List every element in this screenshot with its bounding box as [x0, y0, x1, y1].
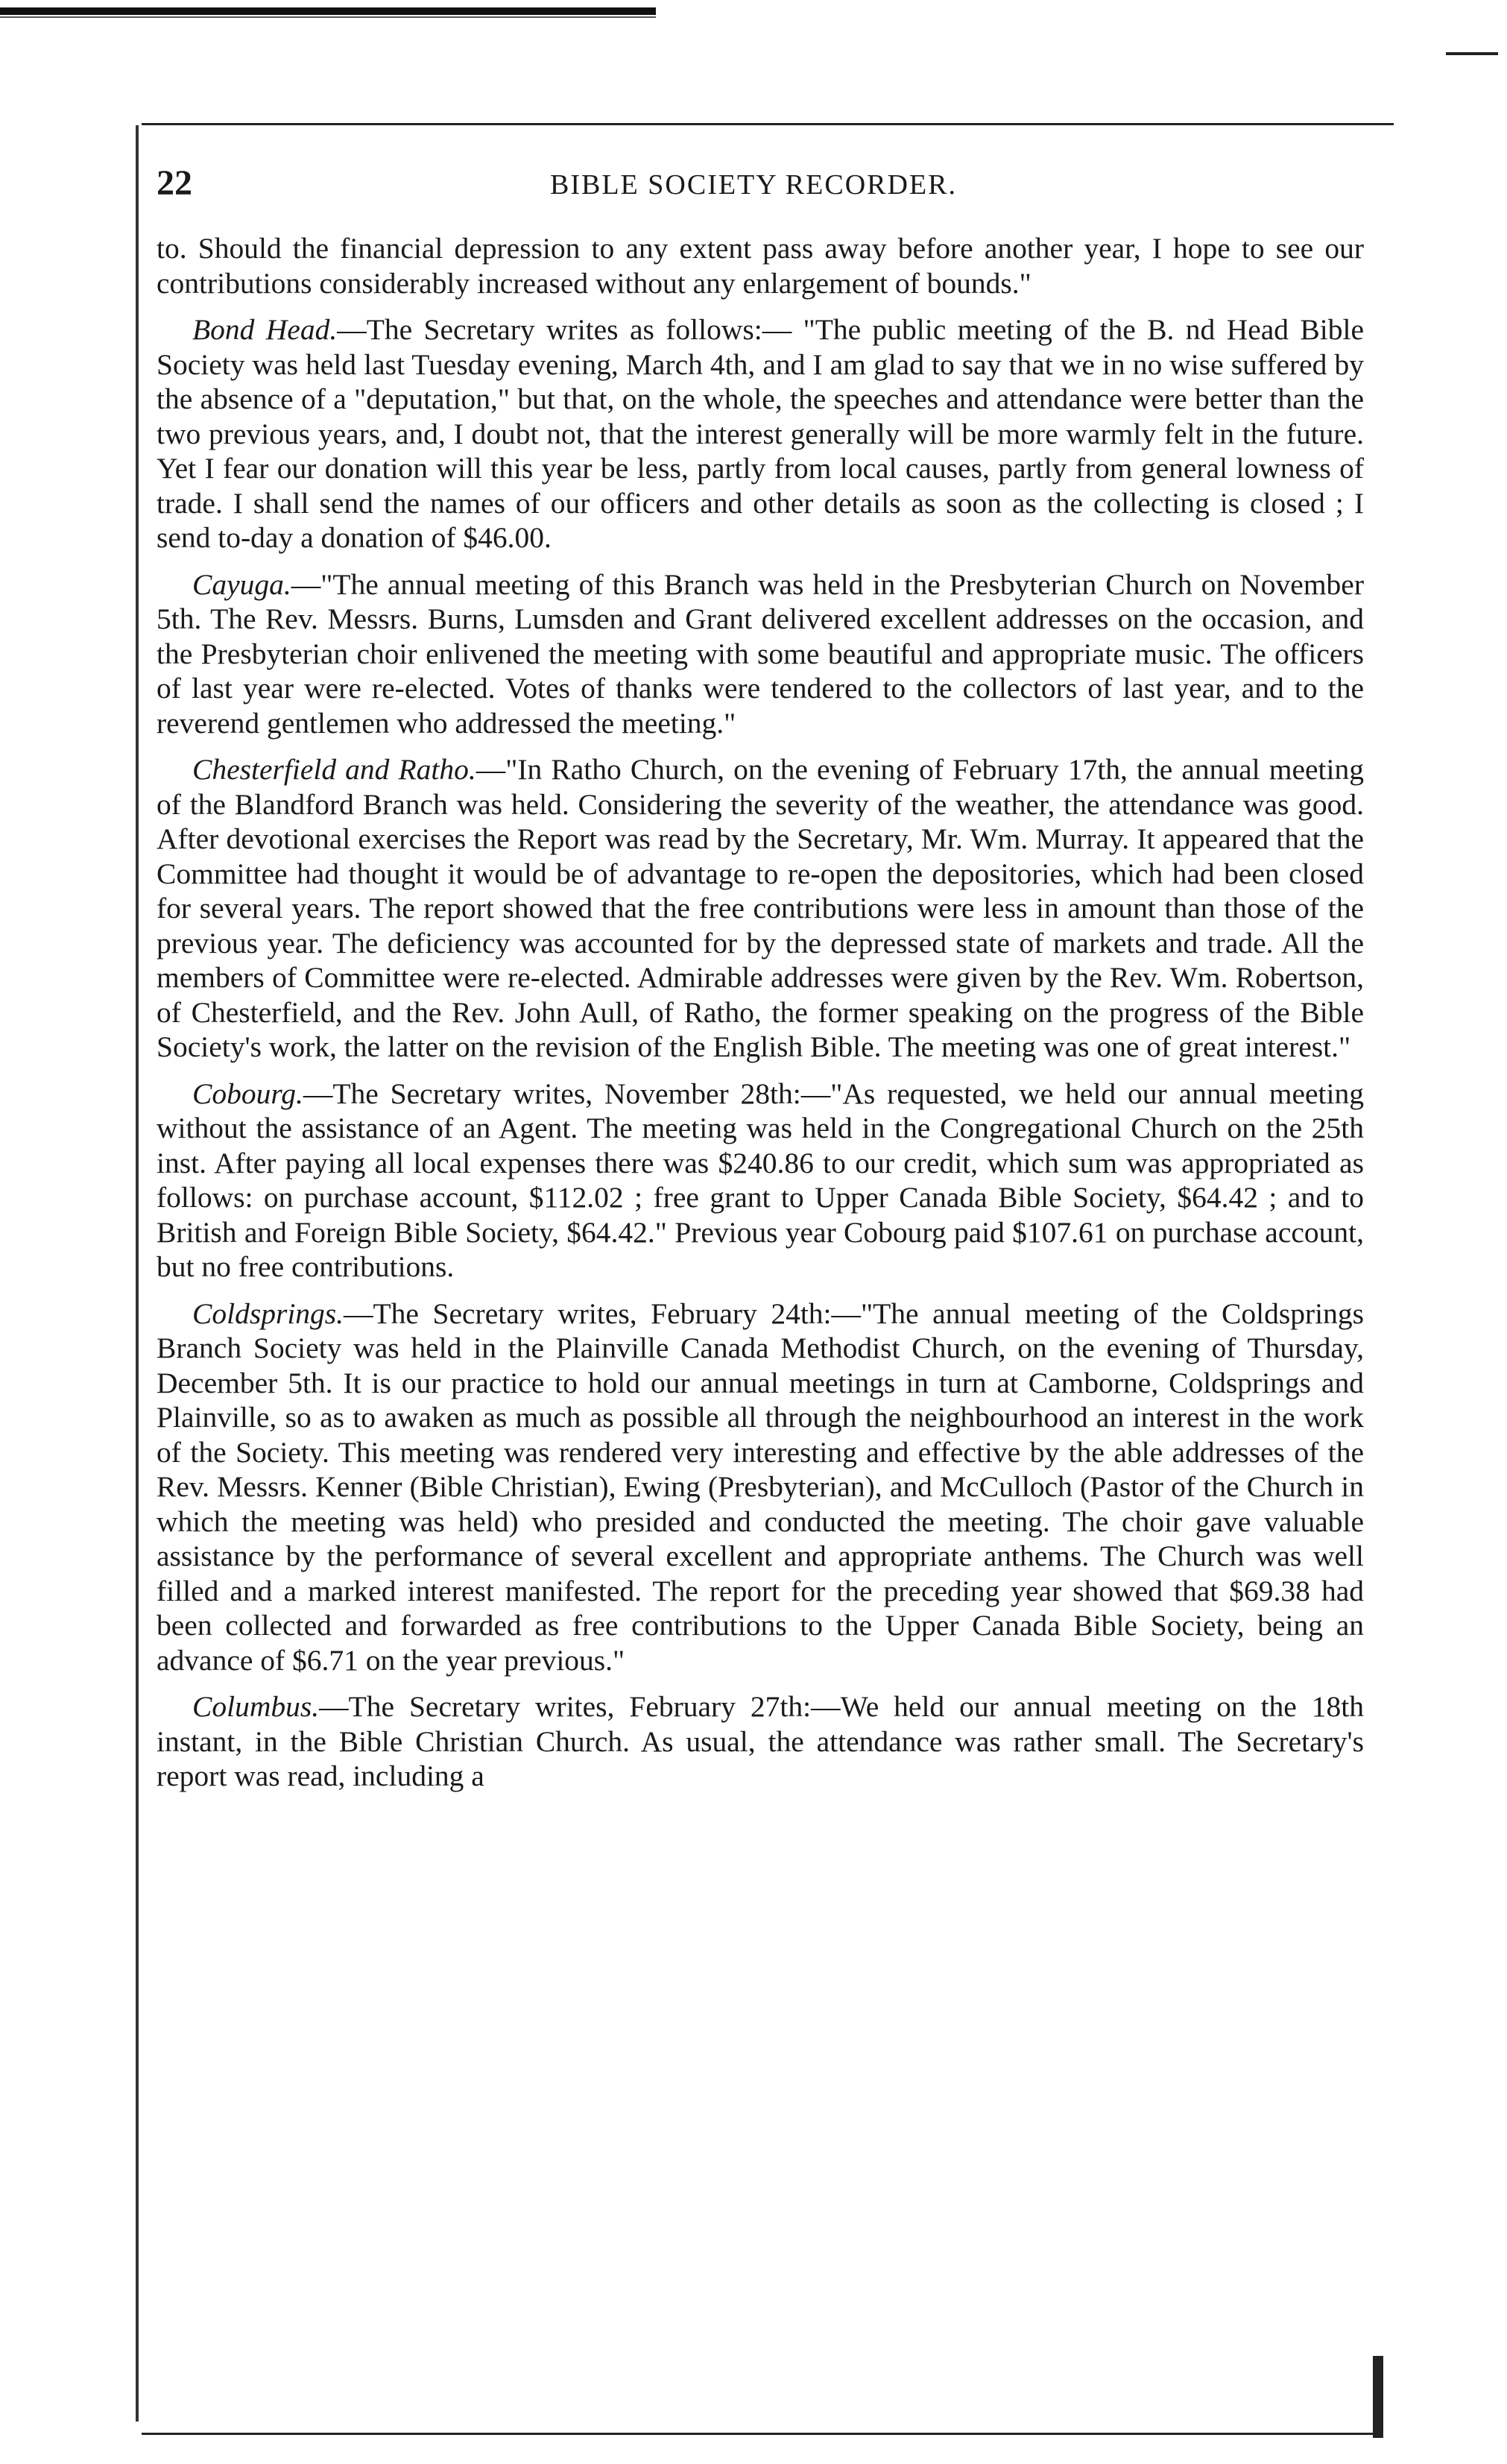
top-rule [0, 7, 656, 15]
header-rule [142, 123, 1394, 125]
page-number: 22 [157, 163, 192, 203]
paragraph-cayuga [157, 567, 1364, 741]
place-heading: Bond Head. [192, 313, 338, 346]
paragraph-chesterfield-ratho [157, 752, 1364, 1065]
paragraph-text: —The Secretary writes, November 28th:—"As requested, we held our annual meeting without the assistance of an Agent. The meeting was held in the Congregational Church on the 25th inst. After paying all local expenses there was $240.86 to our credit, which sum was appropriated as follows: on purchase account, $112.02 ; free grant to Upper Canada Bible Society, $64.42 ; and to British and Foreign Bible Society, $64.42." Previous year Cobourg paid $107.61 on purchase account, but no free contributions. [157, 1077, 1364, 1283]
paragraph-text: —The Secretary writes as follows:— "The public meeting of the B. nd Head Bible Society was held last Tuesday evening, March 4th, and I am glad to say that we in no wise suffered by the absence of a "deputation," but that, on the whole, the speeches and attendance were better than the two previous years, and, I doubt not, that the interest generally will be more warmly felt in the future. Yet I fear our donation will this year be less, partly from local causes, partly from general lowness of trade. I shall send the names of our officers and other details as soon as the collecting is closed ; I send to-day a donation of $46.00. [157, 313, 1365, 554]
paragraph-text: —The Secretary writes, February 27th:—We held our annual meeting on the 18th instant, in the Bible Christian Church. As usual, the attendance was rather small. The Secretary's report was read, including a [157, 1690, 1364, 1792]
paragraph-continuation [157, 231, 1364, 300]
running-head: BIBLE SOCIETY RECORDER. [550, 169, 957, 201]
top-rule-thin [0, 16, 656, 18]
left-margin-bar [136, 125, 139, 2422]
paragraph-text: —"In Ratho Church, on the evening of February 17th, the annual meeting of the Blandford Branch was held. Considering the severity of the weather, the attendance was good. After devotional exercises the Report was read by the Secretary, Mr. Wm. Murray. It appeared that the Committee had thought it would be of advantage to re-open the depositories, which had been closed for several years. The report showed that the free contributions were less in amount than those of the previous year. The deficiency was accounted for by the depressed state of markets and trade. All the members of Committee were re-elected. Admirable addresses were given by the Rev. Wm. Robertson, of Chesterfield, and the Rev. John Aull, of Ratho, the former speaking on the progress of the Bible Society's work, the latter on the revision of the English Bible. The meeting was one of great interest." [157, 753, 1364, 1063]
paragraph-bond-head [157, 312, 1364, 555]
bottom-rule [142, 2433, 1379, 2435]
right-margin-bar [1373, 2356, 1383, 2438]
paragraph-columbus [157, 1689, 1364, 1794]
place-heading: Chesterfield and Ratho. [192, 753, 476, 786]
paragraph-text: —"The annual meeting of this Branch was held in the Presbyterian Church on November 5th. The Rev. Messrs. Burns, Lumsden and Grant delivered excellent addresses on the occasion, and the Presbyterian choir enlivened the meeting with some beautiful and appropriate music. The officers of last year were re-elected. Votes of thanks were tendered to the collectors of last year, and to the reverend gentlemen who addressed the meeting." [157, 567, 1364, 740]
place-heading: Coldsprings. [192, 1296, 344, 1330]
place-heading: Cayuga. [192, 567, 291, 601]
paragraph-cobourg [157, 1077, 1364, 1285]
paragraph-text: to. Should the financial depression to any extent pass away before another year, I hope to see our contributions considerably increased without any enlargement of bounds." [157, 232, 1364, 300]
article-body [157, 231, 1364, 1794]
paragraph-coldsprings [157, 1296, 1364, 1678]
place-heading: Columbus. [192, 1690, 320, 1723]
place-heading: Cobourg. [192, 1077, 303, 1110]
paragraph-text: —The Secretary writes, February 24th:—"The annual meeting of the Coldsprings Branch Society was held in the Plainville Canada Methodist Church, on the evening of Thursday, December 5th. It is our practice to hold our annual meetings in turn at Camborne, Coldsprings and Plainville, so as to awaken as much as possible all through the neighbourhood an interest in the work of the Society. This meeting was rendered very interesting and effective by the able addresses of the Rev. Messrs. Kenner (Bible Christian), Ewing (Presbyterian), and McCulloch (Pastor of the Church in which the meeting was held) who presided and conducted the meeting. The choir gave valuable assistance by the performance of several excellent and appropriate anthems. The Church was well filled and a marked interest manifested. The report for the preceding year showed that $69.38 had been collected and forwarded as free contributions to the Upper Canada Bible Society, being an advance of $6.71 on the year previous." [157, 1296, 1364, 1677]
margin-dash [1446, 52, 1498, 55]
